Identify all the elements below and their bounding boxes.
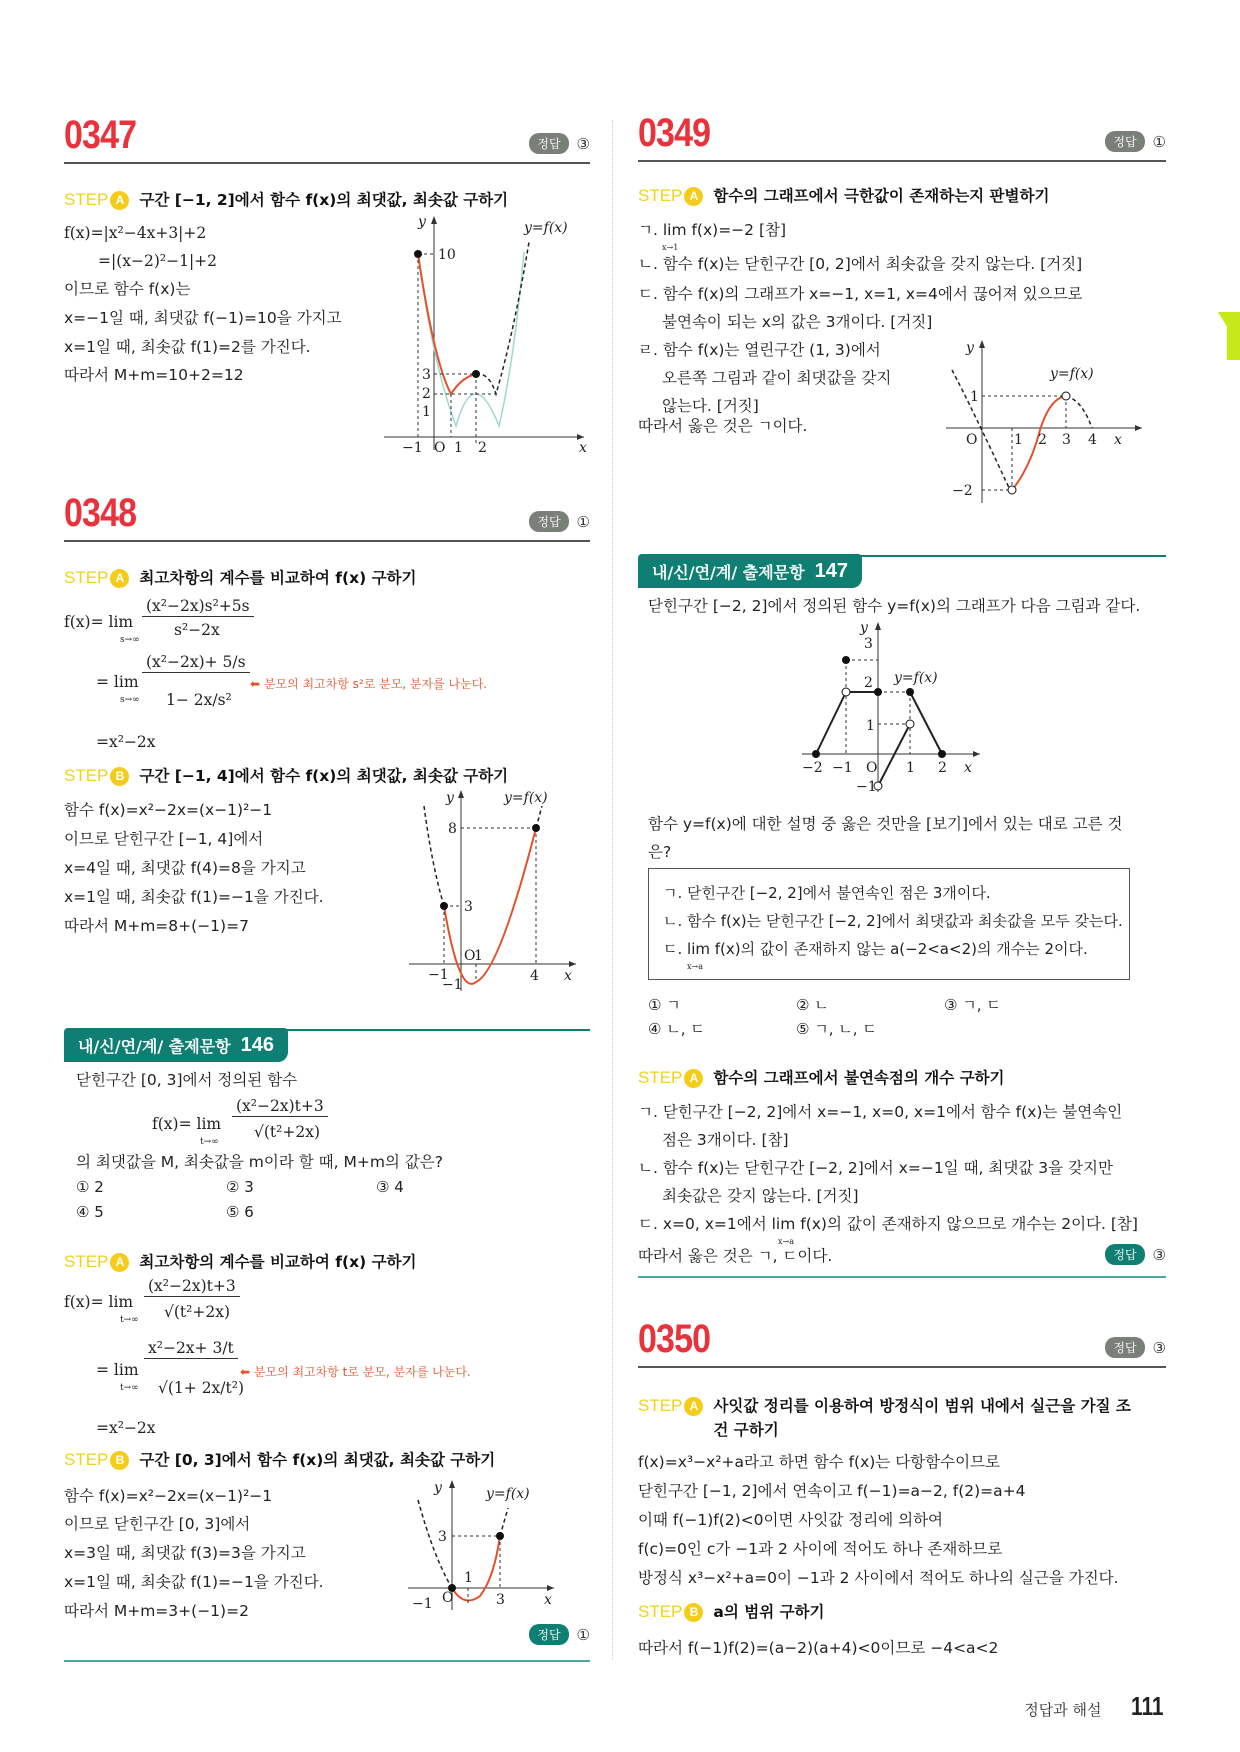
solution-line: 이때 f(−1)f(2)<0이면 사잇값 정리에 의하여 bbox=[638, 1511, 944, 1529]
formula-lhs: = lim bbox=[96, 1361, 139, 1379]
choice-5[interactable]: ⑤ 6 bbox=[226, 1203, 254, 1221]
chapter-side-tab bbox=[1218, 312, 1240, 360]
conclusion-line: 따라서 옳은 것은 ㄱ, ㄷ이다. bbox=[638, 1247, 833, 1265]
svg-text:y=f(x): y=f(x) bbox=[504, 790, 548, 806]
step-tag: STEP B bbox=[638, 1600, 703, 1624]
step-tag: STEP B bbox=[64, 764, 129, 788]
svg-text:10: 10 bbox=[438, 247, 456, 263]
fraction-denominator: √(1+ 2x/t²) bbox=[158, 1379, 245, 1397]
step-tag: STEP A bbox=[64, 566, 129, 590]
svg-text:1: 1 bbox=[454, 440, 463, 452]
svg-text:O: O bbox=[464, 948, 476, 964]
svg-text:x: x bbox=[1114, 432, 1122, 448]
fraction-numerator: (x²−2x)t+3 bbox=[144, 1276, 240, 1297]
step-tag: STEP A bbox=[638, 1066, 703, 1090]
answer-badge: 정답 bbox=[1105, 1337, 1144, 1358]
fraction-denominator: √(t²+2x) bbox=[254, 1123, 321, 1141]
svg-text:4: 4 bbox=[530, 968, 539, 984]
page-number: 111 bbox=[1131, 1691, 1164, 1721]
fraction-numerator: (x²−2x)+ 5/s bbox=[142, 652, 250, 673]
graph-147 bbox=[798, 620, 1008, 800]
step-a-heading bbox=[638, 184, 1049, 208]
bogi-item: ㄱ. 닫힌구간 [−2, 2]에서 불연속인 점은 3개이다. bbox=[663, 884, 991, 902]
svg-text:y: y bbox=[966, 340, 974, 356]
solution-line: ㄷ. x=0, x=1에서 lim f(x)의 값이 존재하지 않으므로 개수는 2이다. [참] bbox=[638, 1215, 1138, 1233]
statement-line: ㄹ. 함수 f(x)는 열린구간 (1, 3)에서 bbox=[638, 341, 881, 359]
solution-line: 방정식 x³−x²+a=0이 −1과 2 사이에서 적어도 하나의 실근을 가진다. bbox=[638, 1569, 1119, 1587]
svg-text:O: O bbox=[966, 432, 978, 448]
svg-text:x: x bbox=[564, 968, 572, 984]
choice-3[interactable]: ③ 4 bbox=[376, 1178, 404, 1196]
answer-badge: 정답 bbox=[1105, 1244, 1144, 1265]
solution-line: x=1일 때, 최솟값 f(1)=−1을 가진다. bbox=[64, 1573, 324, 1591]
svg-text:y: y bbox=[418, 214, 426, 230]
svg-text:8: 8 bbox=[448, 821, 457, 837]
banner-tab: 내/신/연/계/ 출제문항 147 bbox=[638, 554, 862, 588]
answer-value: ① bbox=[576, 512, 590, 531]
solution-line: f(x)=|x²−4x+3|+2 bbox=[64, 224, 207, 242]
problem-number: 0350 bbox=[638, 1317, 711, 1361]
svg-text:1: 1 bbox=[970, 389, 979, 405]
limit-subscript: x→a bbox=[687, 962, 703, 971]
banner-tab: 내/신/연/계/ 출제문항 146 bbox=[64, 1028, 288, 1062]
problem-number: 0347 bbox=[64, 113, 137, 157]
answer-value: ③ bbox=[1152, 1338, 1166, 1357]
svg-text:2: 2 bbox=[864, 675, 873, 691]
limit-subscript: t→∞ bbox=[200, 1137, 219, 1147]
solution-line: x=4일 때, 최댓값 f(4)=8을 가지고 bbox=[64, 859, 306, 877]
conclusion-line: 따라서 옳은 것은 ㄱ이다. bbox=[638, 417, 808, 435]
graph-0349 bbox=[942, 338, 1152, 508]
step-a-heading bbox=[64, 1250, 417, 1274]
svg-text:2: 2 bbox=[478, 440, 487, 452]
svg-text:x: x bbox=[544, 1592, 552, 1608]
page-footer bbox=[1024, 1691, 1168, 1722]
svg-text:y=f(x): y=f(x) bbox=[894, 670, 938, 686]
svg-text:y=f(x): y=f(x) bbox=[524, 220, 568, 236]
svg-text:O: O bbox=[434, 440, 446, 452]
step-b-heading bbox=[64, 1448, 495, 1472]
step-a-heading bbox=[638, 1066, 1005, 1090]
section-divider bbox=[638, 1276, 1166, 1278]
limit-subscript: t→∞ bbox=[120, 1383, 139, 1393]
svg-text:−1: −1 bbox=[428, 967, 449, 983]
limit-subscript: x→1 bbox=[662, 243, 679, 252]
choice-2[interactable]: ② 3 bbox=[226, 1178, 254, 1196]
step-tag: STEP A bbox=[638, 184, 703, 208]
svg-text:−1: −1 bbox=[856, 779, 877, 795]
problem-number: 0349 bbox=[638, 111, 711, 155]
solution-line: ㄱ. 닫힌구간 [−2, 2]에서 x=−1, x=0, x=1에서 함수 f(x)는 불연속인 bbox=[638, 1103, 1123, 1121]
solution-line: x=3일 때, 최댓값 f(3)=3을 가지고 bbox=[64, 1544, 306, 1562]
statement-line: ㄱ. lim f(x)=−2 [참] bbox=[638, 221, 787, 239]
choice-1[interactable]: ① 2 bbox=[76, 1178, 104, 1196]
step-title: 구간 [−1, 2]에서 함수 f(x)의 최댓값, 최솟값 구하기 bbox=[139, 191, 509, 209]
solution-line: 따라서 M+m=10+2=12 bbox=[64, 366, 244, 384]
answer-badge: 정답 bbox=[529, 1624, 568, 1645]
svg-text:y=f(x): y=f(x) bbox=[486, 1486, 530, 1502]
svg-text:−1: −1 bbox=[442, 977, 463, 993]
solution-line: 닫힌구간 [−1, 2]에서 연속이고 f(−1)=a−2, f(2)=a+4 bbox=[638, 1482, 1026, 1500]
question-stem: 함수 y=f(x)에 대한 설명 중 옳은 것만을 [보기]에서 있는 대로 고른 것 bbox=[648, 815, 1123, 833]
svg-text:3: 3 bbox=[438, 1529, 447, 1545]
question-stem: 의 최댓값을 M, 최솟값을 m이라 할 때, M+m의 값은? bbox=[76, 1153, 443, 1171]
svg-text:1: 1 bbox=[906, 760, 915, 776]
solution-line: 따라서 M+m=3+(−1)=2 bbox=[64, 1602, 249, 1620]
section-divider bbox=[64, 1660, 590, 1662]
step-a-heading bbox=[638, 1394, 1148, 1442]
fraction-numerator: (x²−2x)t+3 bbox=[232, 1096, 328, 1117]
graph-146 bbox=[404, 1478, 574, 1618]
statement-line: 않는다. [거짓] bbox=[662, 397, 759, 415]
choice-4[interactable]: ④ ㄴ, ㄷ bbox=[648, 1020, 705, 1038]
svg-text:3: 3 bbox=[422, 367, 431, 383]
solution-line: 따라서 M+m=8+(−1)=7 bbox=[64, 917, 249, 935]
answer-value: ① bbox=[576, 1625, 590, 1644]
answer-indicator bbox=[1105, 131, 1166, 152]
svg-text:−1: −1 bbox=[832, 760, 853, 776]
svg-text:−1: −1 bbox=[402, 440, 423, 452]
banner-rule bbox=[264, 1029, 590, 1031]
problem-0348-header bbox=[64, 491, 590, 542]
solution-line: 이므로 닫힌구간 [−1, 4]에서 bbox=[64, 830, 264, 848]
solution-line: =x²−2x bbox=[96, 733, 156, 751]
step-tag: STEP B bbox=[64, 1448, 129, 1472]
problem-number: 0348 bbox=[64, 491, 137, 535]
answer-badge: 정답 bbox=[529, 133, 568, 154]
fraction-denominator: √(t²+2x) bbox=[164, 1303, 231, 1321]
step-tag: STEP A bbox=[638, 1394, 703, 1418]
limit-subscript: s→∞ bbox=[120, 635, 140, 645]
problem-0350-header bbox=[638, 1317, 1166, 1368]
svg-text:1: 1 bbox=[1014, 432, 1023, 448]
svg-text:1: 1 bbox=[474, 948, 483, 964]
svg-text:2: 2 bbox=[422, 386, 431, 402]
svg-text:x: x bbox=[579, 440, 587, 452]
svg-text:−1: −1 bbox=[412, 1596, 433, 1612]
choice-1[interactable]: ① ㄱ bbox=[648, 996, 681, 1014]
fraction-denominator: s²−2x bbox=[174, 621, 220, 639]
solution-line: 이므로 함수 f(x)는 bbox=[64, 280, 191, 298]
question-stem: 은? bbox=[648, 843, 672, 861]
svg-text:3: 3 bbox=[1062, 432, 1071, 448]
statement-line: ㄴ. 함수 f(x)는 닫힌구간 [0, 2]에서 최솟값을 갖지 않는다. [거짓] bbox=[638, 255, 1083, 273]
svg-text:1: 1 bbox=[464, 1570, 473, 1586]
step-title: 함수의 그래프에서 극한값이 존재하는지 판별하기 bbox=[713, 187, 1050, 205]
solution-line: x=1일 때, 최솟값 f(1)=−1을 가진다. bbox=[64, 888, 324, 906]
step-a-heading bbox=[64, 188, 508, 212]
solution-line: x=−1일 때, 최댓값 f(−1)=10을 가지고 bbox=[64, 309, 342, 327]
solution-line: ㄴ. 함수 f(x)는 닫힌구간 [−2, 2]에서 x=−1일 때, 최댓값 3을 갖지만 bbox=[638, 1159, 1113, 1177]
step-title: 최고차항의 계수를 비교하여 f(x) 구하기 bbox=[139, 1253, 417, 1271]
answer-value: ① bbox=[1152, 132, 1166, 151]
svg-text:O: O bbox=[442, 1590, 454, 1606]
question-stem: 닫힌구간 [0, 3]에서 정의된 함수 bbox=[76, 1071, 298, 1089]
answer-value: ③ bbox=[576, 134, 590, 153]
solution-line: 최솟값은 갖지 않는다. [거짓] bbox=[662, 1187, 859, 1205]
svg-text:O: O bbox=[866, 760, 878, 776]
solution-line: f(c)=0인 c가 −1과 2 사이에 적어도 하나 존재하므로 bbox=[638, 1540, 1003, 1558]
svg-text:y=f(x): y=f(x) bbox=[1050, 366, 1094, 382]
graph-0348 bbox=[404, 786, 584, 996]
step-a-heading bbox=[64, 566, 417, 590]
step-b-heading bbox=[64, 764, 508, 788]
step-title: 구간 [−1, 4]에서 함수 f(x)의 최댓값, 최솟값 구하기 bbox=[139, 767, 509, 785]
svg-text:y: y bbox=[446, 790, 454, 806]
exam-banner-147 bbox=[638, 554, 1166, 588]
solution-line: x=1일 때, 최솟값 f(1)=2를 가진다. bbox=[64, 338, 311, 356]
svg-text:y: y bbox=[434, 1480, 442, 1496]
limit-subscript: s→∞ bbox=[120, 695, 140, 705]
answer-indicator bbox=[529, 1624, 590, 1645]
svg-text:1: 1 bbox=[866, 718, 875, 734]
problem-0347-header bbox=[64, 113, 590, 164]
step-title: a의 범위 구하기 bbox=[713, 1603, 825, 1621]
answer-indicator bbox=[1105, 1244, 1166, 1265]
formula-lhs: f(x)= lim bbox=[64, 613, 134, 631]
answer-indicator bbox=[529, 511, 590, 532]
fraction-numerator: (x²−2x)s²+5s bbox=[142, 596, 254, 617]
bogi-box bbox=[648, 868, 1130, 980]
svg-text:2: 2 bbox=[938, 760, 947, 776]
solution-line: 함수 f(x)=x²−2x=(x−1)²−1 bbox=[64, 801, 273, 819]
svg-text:4: 4 bbox=[1088, 432, 1097, 448]
annotation-note: ⬅ 분모의 최고차항 t로 분모, 분자를 나눈다. bbox=[240, 1365, 471, 1379]
formula-lhs: = lim bbox=[96, 673, 139, 691]
solution-line: f(x)=x³−x²+a라고 하면 함수 f(x)는 다항함수이므로 bbox=[638, 1453, 1001, 1471]
svg-text:1: 1 bbox=[422, 404, 431, 420]
solution-line: 함수 f(x)=x²−2x=(x−1)²−1 bbox=[64, 1487, 273, 1505]
step-title: 사잇값 정리를 이용하여 방정식이 범위 내에서 실근을 가질 조건 구하기 bbox=[713, 1397, 1131, 1439]
footer-label: 정답과 해설 bbox=[1024, 1701, 1102, 1719]
answer-value: ③ bbox=[1152, 1245, 1166, 1264]
statement-line: 불연속이 되는 x의 값은 3개이다. [거짓] bbox=[662, 313, 933, 331]
solution-line: =x²−2x bbox=[96, 1419, 156, 1437]
answer-indicator bbox=[1105, 1337, 1166, 1358]
step-tag: STEP A bbox=[64, 1250, 129, 1274]
statement-line: ㄷ. 함수 f(x)의 그래프가 x=−1, x=1, x=4에서 끊어져 있으므로 bbox=[638, 285, 1083, 303]
problem-0349-header bbox=[638, 111, 1166, 162]
choice-4[interactable]: ④ 5 bbox=[76, 1203, 104, 1221]
exam-banner-146 bbox=[64, 1028, 590, 1062]
bogi-item: ㄴ. 함수 f(x)는 닫힌구간 [−2, 2]에서 최댓값과 최솟값을 모두 갖는다. bbox=[663, 912, 1123, 930]
svg-text:−2: −2 bbox=[802, 760, 823, 776]
limit-subscript: x→a bbox=[778, 1237, 794, 1246]
choice-2[interactable]: ② ㄴ bbox=[796, 996, 829, 1014]
answer-badge: 정답 bbox=[529, 511, 568, 532]
step-title: 최고차항의 계수를 비교하여 f(x) 구하기 bbox=[139, 569, 417, 587]
step-title: 구간 [0, 3]에서 함수 f(x)의 최댓값, 최솟값 구하기 bbox=[139, 1451, 496, 1469]
column-divider bbox=[612, 120, 613, 1660]
statement-line: 오른쪽 그림과 같이 최댓값을 갖지 bbox=[662, 369, 892, 387]
annotation-note: ⬅ 분모의 최고차항 s²로 분모, 분자를 나눈다. bbox=[250, 677, 488, 691]
solution-line: =|(x−2)²−1|+2 bbox=[98, 252, 218, 270]
solution-line: 점은 3개이다. [참] bbox=[662, 1131, 789, 1149]
question-stem: 닫힌구간 [−2, 2]에서 정의된 함수 y=f(x)의 그래프가 다음 그림과 같다. bbox=[648, 597, 1141, 615]
step-b-heading bbox=[638, 1600, 825, 1624]
svg-text:2: 2 bbox=[1038, 432, 1047, 448]
svg-text:3: 3 bbox=[496, 1592, 505, 1608]
svg-text:y: y bbox=[860, 620, 868, 636]
graph-0347 bbox=[374, 212, 594, 452]
solution-line: 따라서 f(−1)f(2)=(a−2)(a+4)<0이므로 −4<a<2 bbox=[638, 1639, 999, 1657]
step-tag: STEP A bbox=[64, 188, 129, 212]
fraction-numerator: x²−2x+ 3/t bbox=[144, 1338, 238, 1359]
fraction-denominator: 1− 2x/s² bbox=[166, 691, 232, 709]
solution-line: 이므로 닫힌구간 [0, 3]에서 bbox=[64, 1515, 251, 1533]
svg-text:3: 3 bbox=[864, 636, 873, 652]
svg-text:−2: −2 bbox=[952, 483, 973, 499]
choice-5[interactable]: ⑤ ㄱ, ㄴ, ㄷ bbox=[796, 1020, 877, 1038]
bogi-item: ㄷ. lim f(x)의 값이 존재하지 않는 a(−2<a<2)의 개수는 2이다. bbox=[663, 940, 1088, 958]
answer-badge: 정답 bbox=[1105, 131, 1144, 152]
answer-indicator bbox=[529, 133, 590, 154]
step-title: 함수의 그래프에서 불연속점의 개수 구하기 bbox=[713, 1069, 1005, 1087]
svg-text:x: x bbox=[964, 760, 972, 776]
banner-rule bbox=[838, 555, 1166, 557]
choice-3[interactable]: ③ ㄱ, ㄷ bbox=[944, 996, 1001, 1014]
formula-lhs: f(x)= lim bbox=[152, 1115, 222, 1133]
formula-lhs: f(x)= lim bbox=[64, 1293, 134, 1311]
svg-text:3: 3 bbox=[464, 899, 473, 915]
limit-subscript: t→∞ bbox=[120, 1315, 139, 1325]
